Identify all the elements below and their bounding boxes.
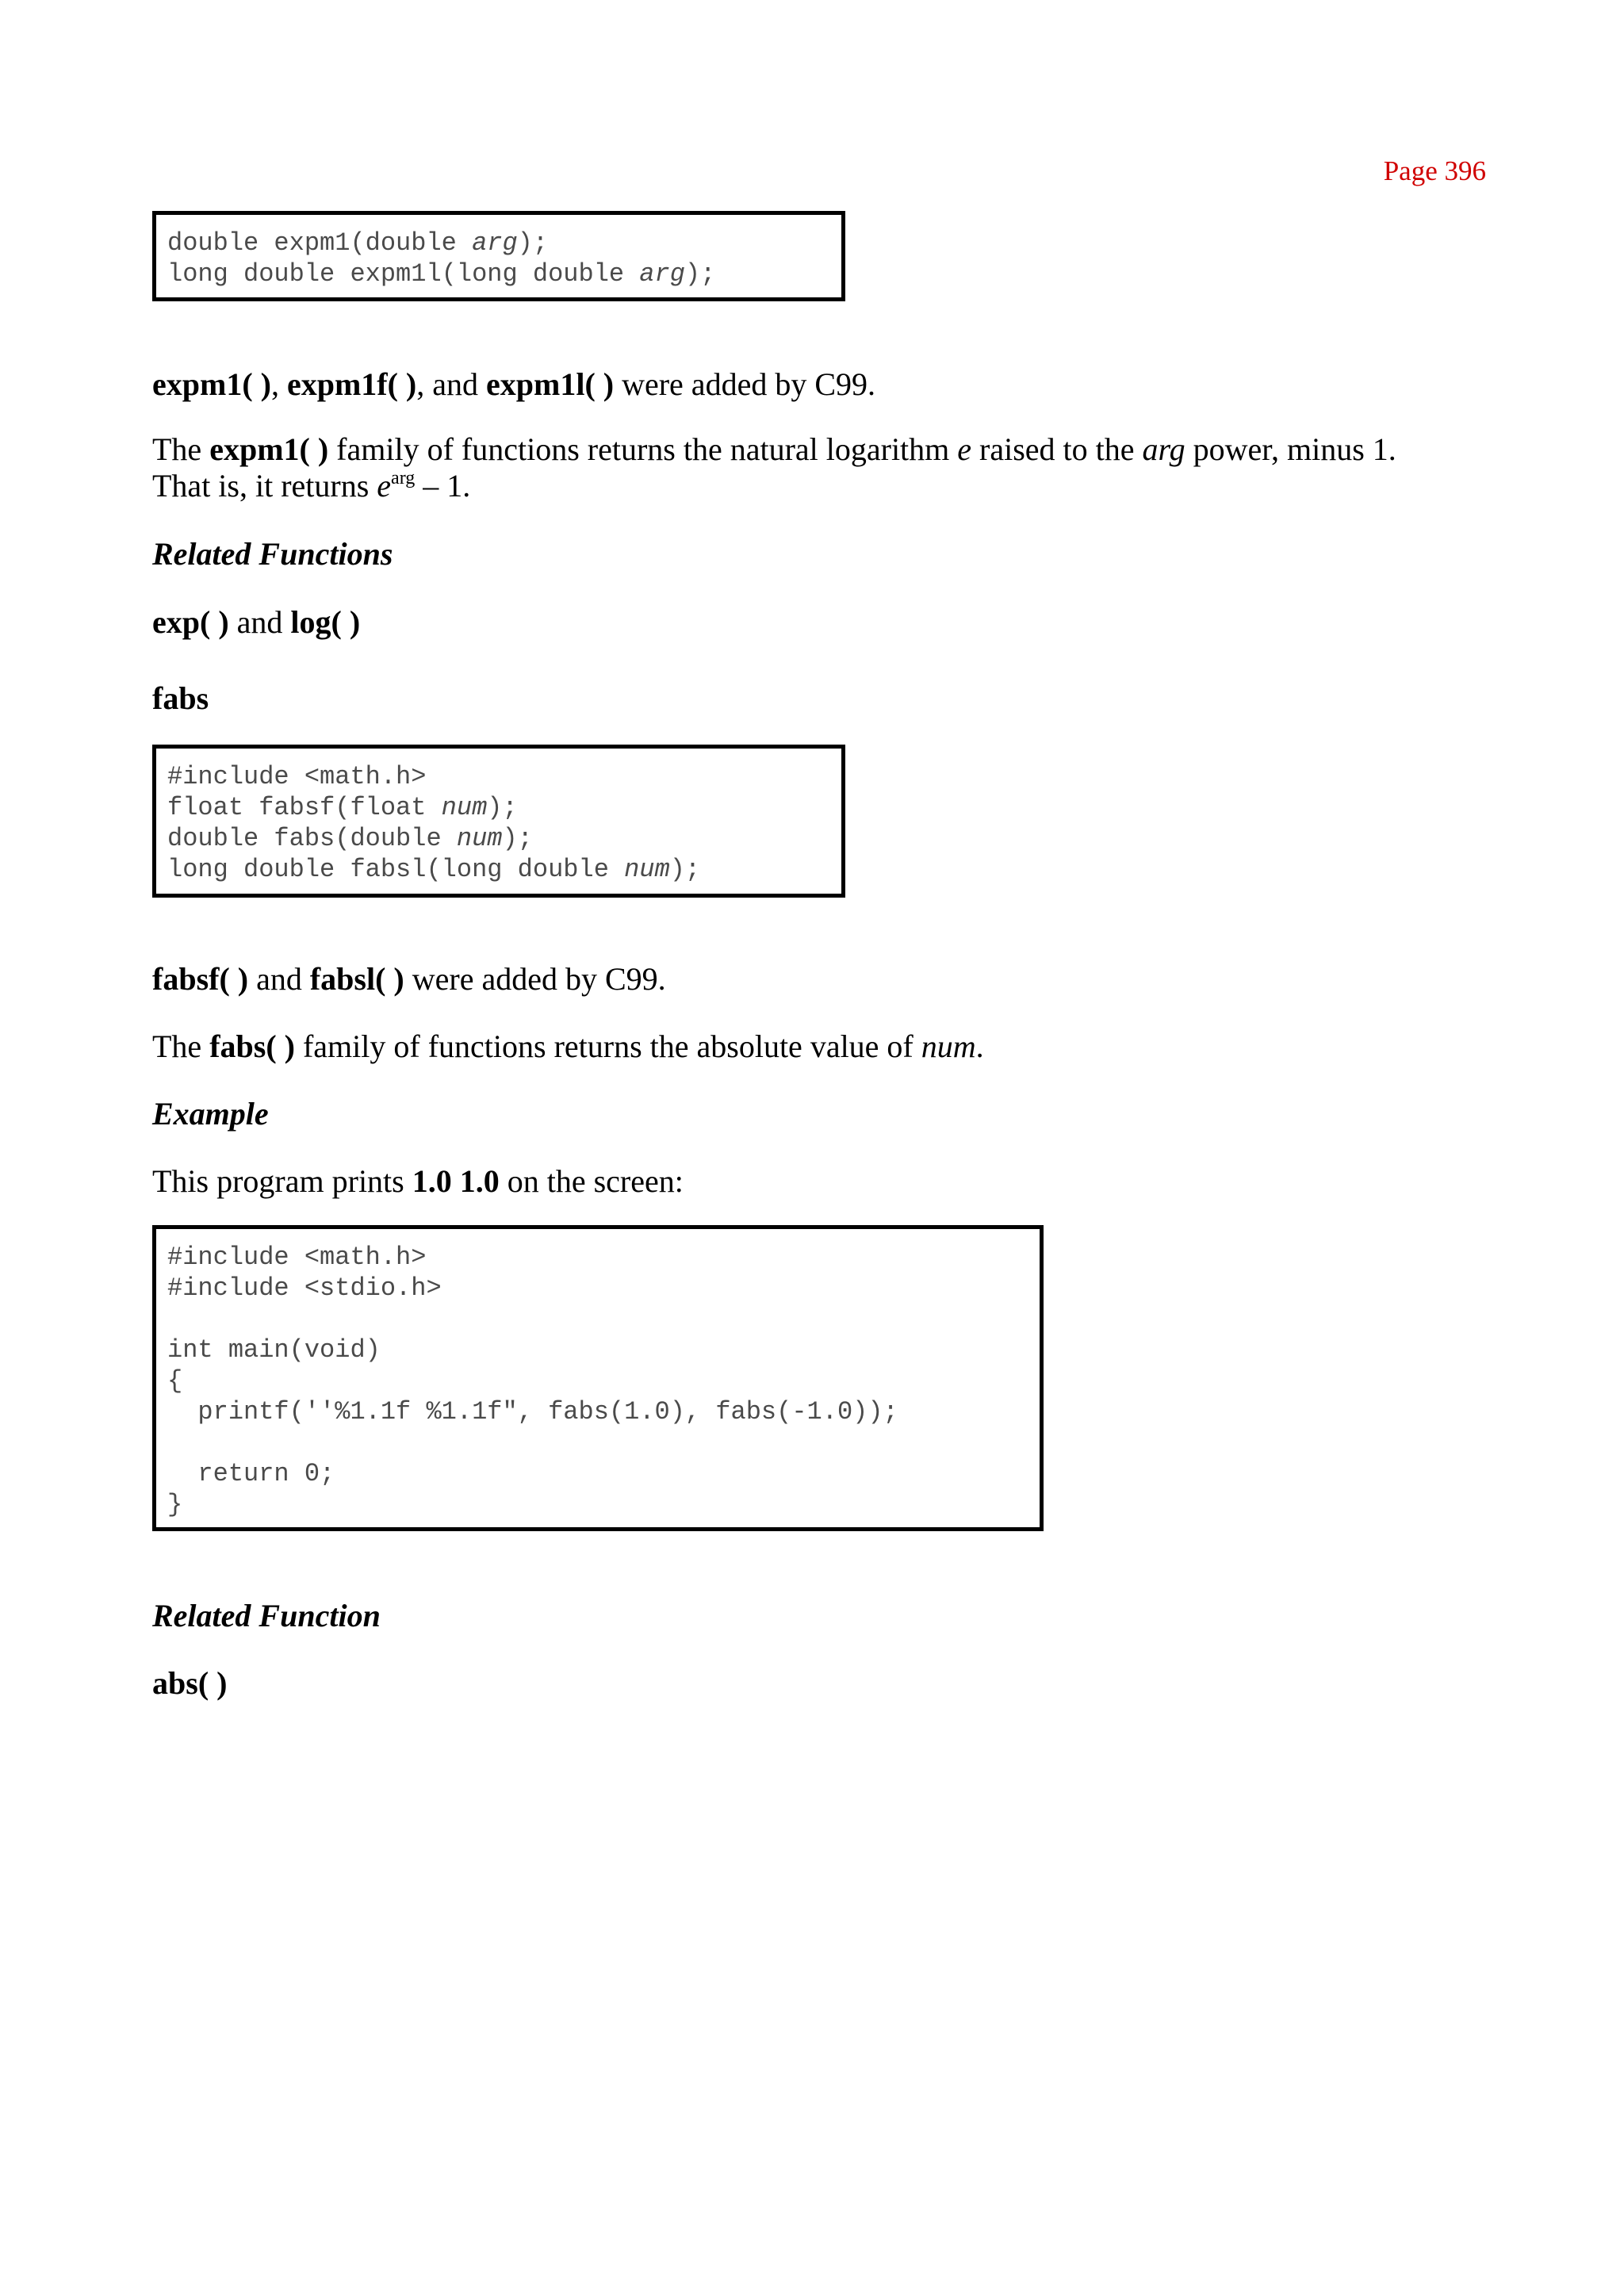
code-line (167, 1304, 1040, 1335)
related-functions-heading: Related Functions (152, 536, 393, 572)
code-line: { (167, 1366, 183, 1396)
expm1-description: The expm1( ) family of functions returns the natural logarithm e raised to the arg power, minus 1. (152, 431, 1396, 467)
fabs-description: The fabs( ) family of functions returns the absolute value of num. (152, 1028, 984, 1064)
code-line: #include <stdio.h> (167, 1273, 442, 1303)
code-line (167, 1427, 1040, 1458)
abs-link: abs( ) (152, 1665, 228, 1701)
code-line: printf(''%1.1f %1.1f", fabs(1.0), fabs(-1.0)); (167, 1397, 898, 1427)
expm1-prototype-box (152, 211, 845, 301)
fabs-prototype-box (152, 745, 845, 898)
code-line: double expm1(double arg); (167, 228, 549, 258)
code-line: #include <math.h> (167, 762, 427, 791)
related-functions-list: exp( ) and log( ) (152, 604, 361, 640)
code-line: double fabs(double num); (167, 824, 533, 853)
code-line: float fabsf(float num); (167, 793, 518, 822)
related-function-heading: Related Function (152, 1598, 381, 1633)
code-line: #include <math.h> (167, 1243, 427, 1272)
example-heading: Example (152, 1096, 269, 1132)
example-intro: This program prints 1.0 1.0 on the screen: (152, 1163, 684, 1199)
expm1-description-line2: That is, it returns $e^{arg} - 1$. (152, 468, 471, 504)
code-line: } (167, 1490, 183, 1519)
example-code-box (152, 1225, 1044, 1531)
code-line: return 0; (167, 1459, 335, 1488)
code-line: long double fabsl(long double num); (167, 855, 701, 884)
fabs-added-note: fabsf( ) and fabsl( ) were added by C99. (152, 961, 666, 997)
page-number: Page 396 (1383, 155, 1486, 186)
code-line: long double expm1l(long double arg); (167, 259, 716, 289)
exp-link: exp( ) (152, 604, 229, 640)
fabs-section-title: fabs (152, 680, 209, 716)
log-link: log( ) (290, 604, 361, 640)
expm1-added-note: expm1( ), expm1f( ), and expm1l( ) were added by C99. (152, 366, 875, 402)
code-line: int main(void) (167, 1335, 381, 1365)
